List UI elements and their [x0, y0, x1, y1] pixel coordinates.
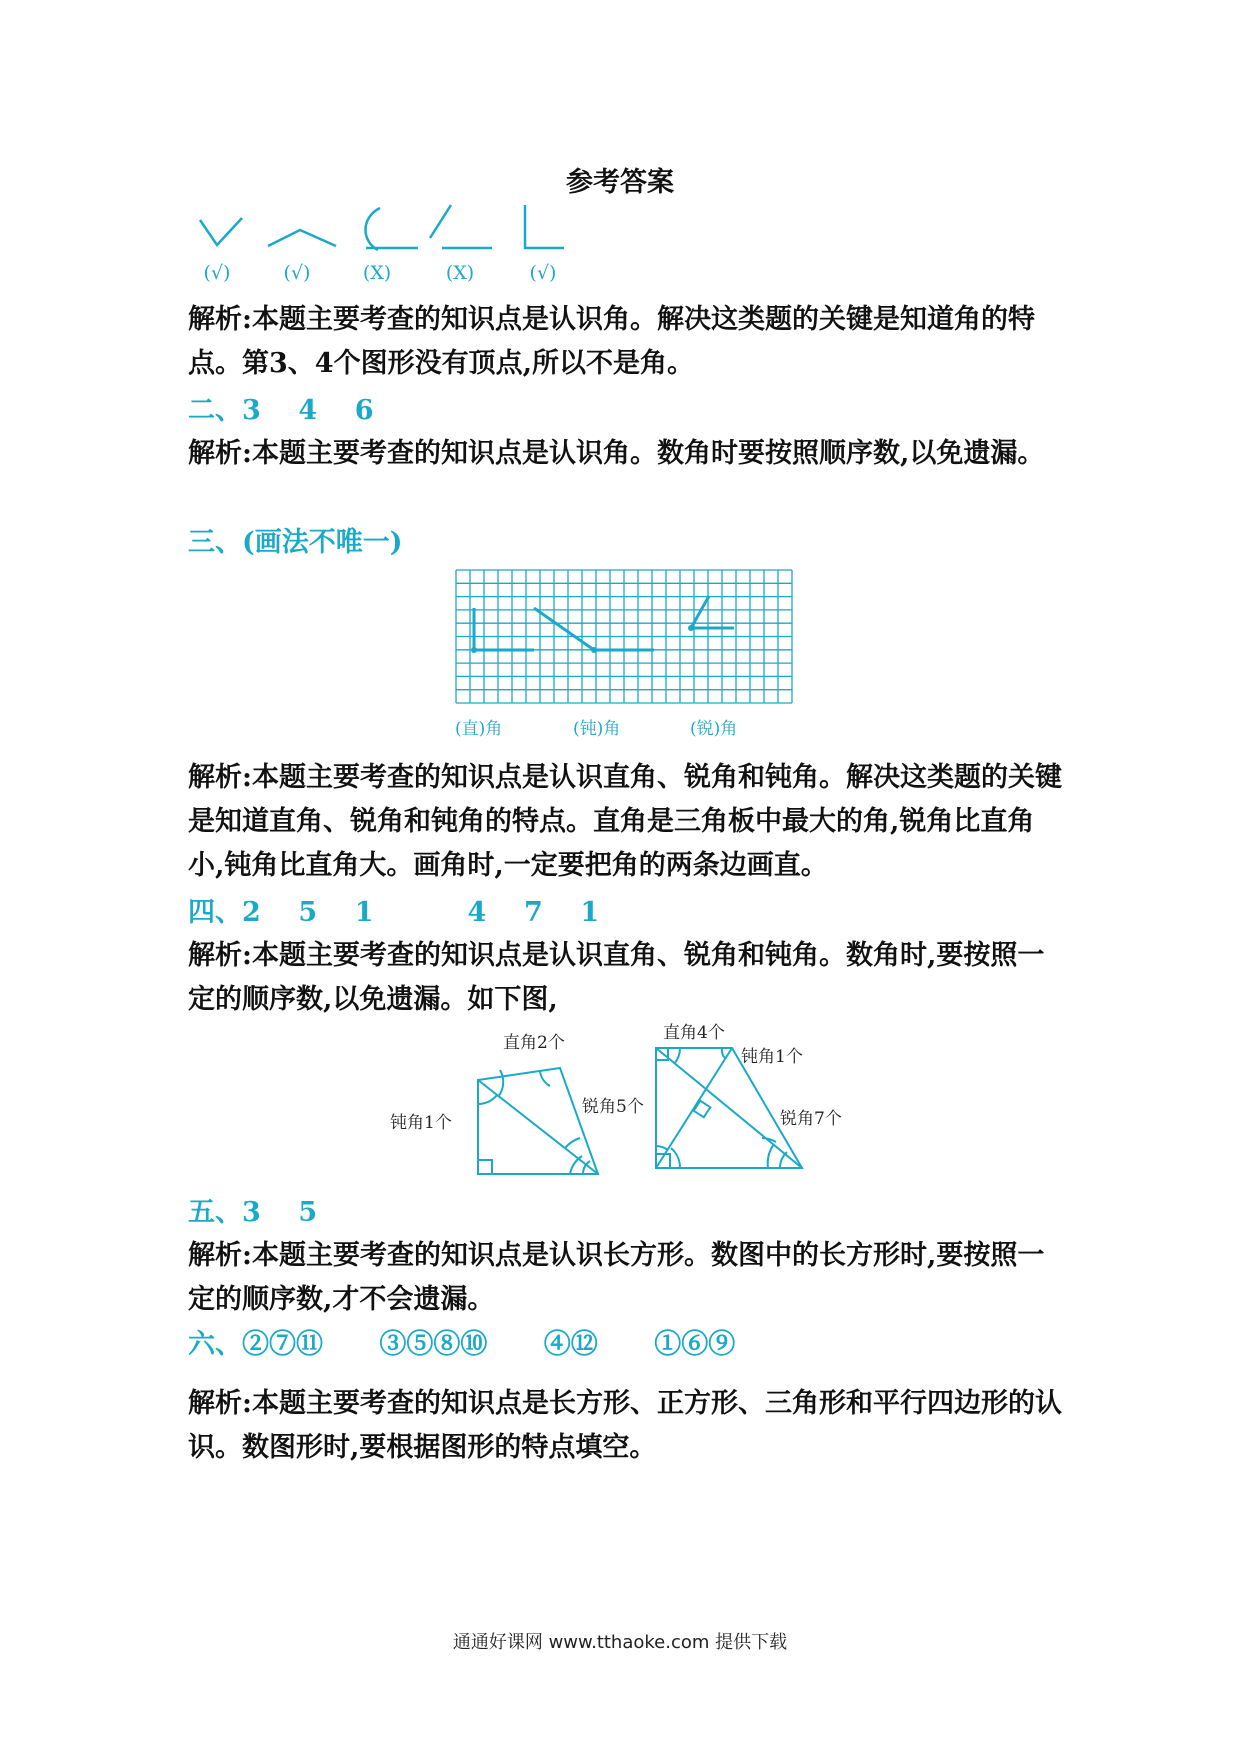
analysis-6: 解析:本题主要考查的知识点是长方形、正方形、三角形和平行四边形的认识。数图形时,要根据图形的特点填空。 [188, 1388, 1062, 1463]
shape-1 [200, 218, 242, 245]
mark-4: (X) [445, 262, 475, 284]
left-acute-angle-label: 锐角5个 [582, 1097, 644, 1117]
angle-drawing-grid [454, 568, 794, 708]
footer-text: 通通好课网 www.tthaoke.com 提供下载 [452, 1632, 788, 1653]
mark-1: (√) [203, 262, 231, 284]
shape-2 [268, 230, 336, 246]
right-right-angle-label: 直角4个 [663, 1023, 725, 1043]
answer-2: 二、3 4 6 [188, 395, 374, 426]
mark-3: (X) [362, 262, 392, 284]
answer-3: 三、(画法不唯一) [188, 527, 403, 558]
answer-6: 六、②⑦⑪ ③⑤⑧⑩ ④⑫ ①⑥⑨ [188, 1329, 736, 1360]
obtuse-angle-drawing [534, 608, 654, 650]
mark-5: (√) [529, 262, 557, 284]
shape-5 [525, 205, 564, 248]
angle-count-figure-left [470, 1060, 610, 1180]
analysis-3: 解析:本题主要考查的知识点是认识直角、锐角和钝角。解决这类题的关键是知道直角、锐角和钝角的特点。直角是三角板中最大的角,锐角比直角小,钝角比直角大。画角时,一定要把角的两条边画直。 [188, 762, 1062, 881]
shape-4 [430, 205, 492, 248]
page-title: 参考答案 [566, 167, 674, 198]
right-angle-drawing [474, 608, 534, 650]
angle-shapes-figure [190, 200, 590, 260]
grid-label-acute: (锐)角 [690, 719, 738, 739]
analysis-5: 解析:本题主要考查的知识点是认识长方形。数图中的长方形时,要按照一定的顺序数,才不会遗漏。 [188, 1240, 1045, 1315]
mark-2: (√) [283, 262, 311, 284]
right-acute-angle-label: 锐角7个 [780, 1109, 842, 1129]
analysis-4: 解析:本题主要考查的知识点是认识直角、锐角和钝角。数角时,要按照一定的顺序数,以免遗漏。如下图, [188, 940, 1045, 1015]
shape-3 [366, 208, 419, 250]
analysis-1: 解析:本题主要考查的知识点是认识角。解决这类题的关键是知道角的特点。第3、4个图形没有顶点,所以不是角。 [188, 304, 1035, 379]
grid-label-obtuse: (钝)角 [573, 719, 621, 739]
answer-5: 五、3 5 [188, 1197, 318, 1228]
answer-4: 四、2 5 1 4 7 1 [188, 897, 600, 928]
left-right-angle-label: 直角2个 [503, 1033, 565, 1053]
analysis-2: 解析:本题主要考查的知识点是认识角。数角时要按照顺序数,以免遗漏。 [188, 438, 1045, 469]
left-obtuse-angle-label: 钝角1个 [390, 1113, 452, 1133]
grid-label-right: (直)角 [455, 719, 503, 739]
right-obtuse-angle-label: 钝角1个 [741, 1047, 803, 1067]
